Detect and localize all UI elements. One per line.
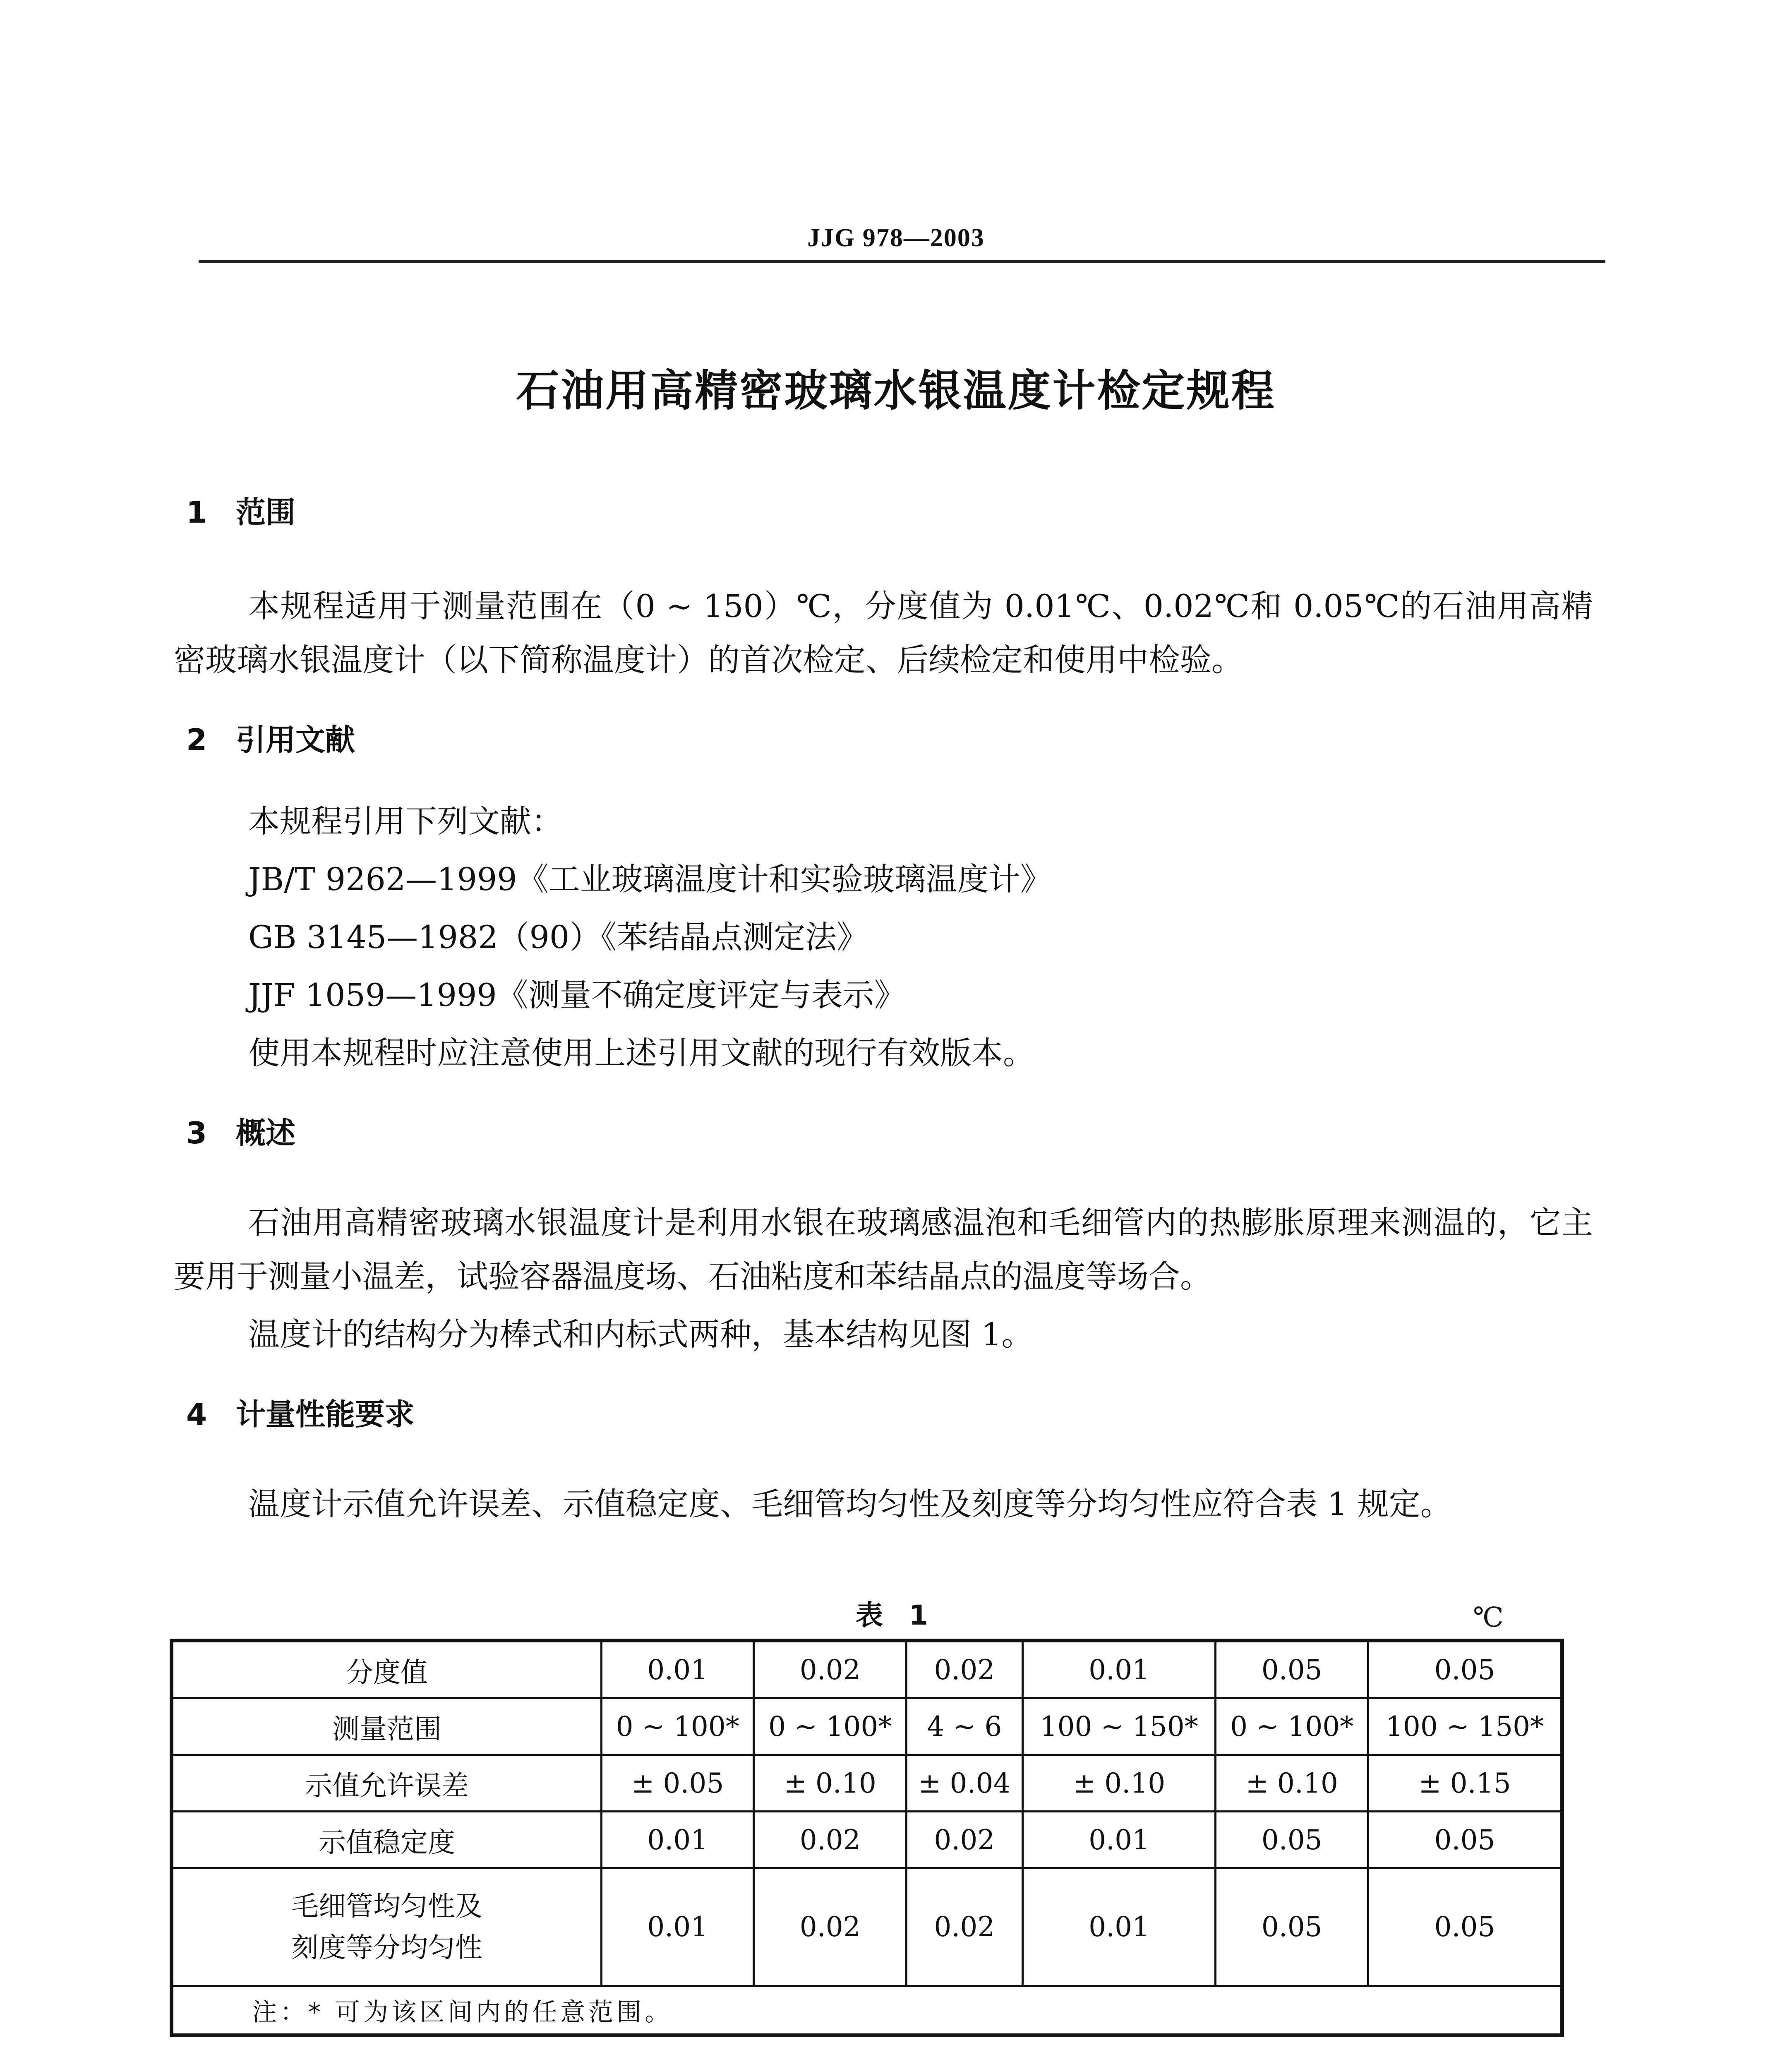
table-cell: 0.05 — [1368, 1812, 1562, 1868]
section-3-paragraph-1: 石油用高精密玻璃水银温度计是利用水银在玻璃感温泡和毛细管内的热膨胀原理来测温的，它主要用于测量小温差，试验容器温度场、石油粘度和苯结晶点的温度等场合。 — [174, 1204, 1593, 1295]
table-cell: ± 0.10 — [754, 1755, 906, 1812]
table-cell: 0.02 — [754, 1812, 906, 1868]
section-title: 范围 — [236, 495, 296, 530]
table-note: 注：* 可为该区间内的任意范围。 — [172, 1986, 1562, 2035]
table-cell: 0.05 — [1216, 1868, 1368, 1986]
table-cell: 0 ~ 100* — [602, 1698, 754, 1755]
references-note: 使用本规程时应注意使用上述引用文献的现行有效版本。 — [248, 1034, 1034, 1071]
table-cell: ± 0.05 — [602, 1755, 754, 1812]
section-number: 3 — [186, 1116, 207, 1150]
section-1-heading — [186, 488, 295, 531]
spec-table — [170, 1639, 1564, 2037]
table-cell: 0.02 — [754, 1641, 906, 1698]
table-note-row — [172, 1986, 1562, 2035]
row-header: 测量范围 — [172, 1698, 602, 1755]
table-cell: 0.01 — [1022, 1641, 1216, 1698]
row-header-line: 刻度等分均匀性 — [291, 1932, 482, 1963]
table-cell: 100 ~ 150* — [1368, 1698, 1562, 1755]
section-4-heading — [186, 1390, 415, 1433]
table-cell: ± 0.10 — [1022, 1755, 1216, 1812]
reference-item: JB/T 9262—1999《工业玻璃温度计和实验玻璃温度计》 — [248, 861, 1052, 898]
table-cell: 0.01 — [1022, 1812, 1216, 1868]
table-cell: 0.01 — [602, 1812, 754, 1868]
table-row — [172, 1868, 1562, 1986]
table-cell: 0 ~ 100* — [754, 1698, 906, 1755]
table-cell: 0.05 — [1368, 1641, 1562, 1698]
table-cell: 4 ~ 6 — [906, 1698, 1022, 1755]
table-cell: 0 ~ 100* — [1216, 1698, 1368, 1755]
row-header — [172, 1868, 602, 1986]
row-header-line: 毛细管均匀性及 — [291, 1890, 482, 1922]
section-4-paragraph: 温度计示值允许误差、示值稳定度、毛细管均匀性及刻度等分均匀性应符合表 1 规定。 — [248, 1486, 1452, 1522]
row-header: 示值稳定度 — [172, 1812, 602, 1868]
section-number: 4 — [186, 1397, 207, 1432]
table-cell: 0.05 — [1368, 1868, 1562, 1986]
table-cell: 0.01 — [602, 1868, 754, 1986]
section-number: 1 — [186, 495, 207, 530]
table-row — [172, 1755, 1562, 1812]
table-cell: ± 0.10 — [1216, 1755, 1368, 1812]
reference-item: JJF 1059—1999《测量不确定度评定与表示》 — [248, 977, 906, 1013]
standard-code: JJG 978—2003 — [807, 224, 985, 252]
table-cell: 0.01 — [602, 1641, 754, 1698]
table-cell: ± 0.15 — [1368, 1755, 1562, 1812]
reference-item: GB 3145—1982（90）《苯结晶点测定法》 — [248, 919, 868, 955]
table-cell: ± 0.04 — [906, 1755, 1022, 1812]
table-cell: 0.02 — [906, 1641, 1022, 1698]
section-1-paragraph: 本规程适用于测量范围在（0 ~ 150）℃，分度值为 0.01℃、0.02℃和 0.05℃的石油用高精密玻璃水银温度计（以下简称温度计）的首次检定、后续检定和使用中检验。 — [174, 588, 1593, 678]
section-3-heading — [186, 1109, 295, 1152]
table-cell: 0.05 — [1216, 1812, 1368, 1868]
table-cell: 0.01 — [1022, 1868, 1216, 1986]
header-rule — [199, 260, 1605, 263]
table-unit: ℃ — [1473, 1601, 1504, 1633]
table-cell: 0.02 — [906, 1868, 1022, 1986]
section-2-heading — [186, 716, 355, 759]
section-number: 2 — [186, 722, 207, 757]
table-cell: 0.02 — [754, 1868, 906, 1986]
table-cell: 0.05 — [1216, 1641, 1368, 1698]
section-title: 概述 — [236, 1116, 296, 1150]
references-intro: 本规程引用下列文献： — [248, 803, 563, 840]
section-title: 引用文献 — [236, 722, 355, 757]
section-title: 计量性能要求 — [236, 1397, 415, 1432]
table-row — [172, 1698, 1562, 1755]
table-cell: 0.02 — [906, 1812, 1022, 1868]
table-cell: 100 ~ 150* — [1022, 1698, 1216, 1755]
table-caption: 表 1 — [856, 1599, 936, 1631]
section-3-paragraph-2: 温度计的结构分为棒式和内标式两种，基本结构见图 1。 — [248, 1316, 1033, 1353]
row-header: 分度值 — [172, 1641, 602, 1698]
row-header: 示值允许误差 — [172, 1755, 602, 1812]
table-row — [172, 1641, 1562, 1698]
page-title: 石油用高精密玻璃水银温度计检定规程 — [516, 365, 1276, 416]
table-row — [172, 1812, 1562, 1868]
